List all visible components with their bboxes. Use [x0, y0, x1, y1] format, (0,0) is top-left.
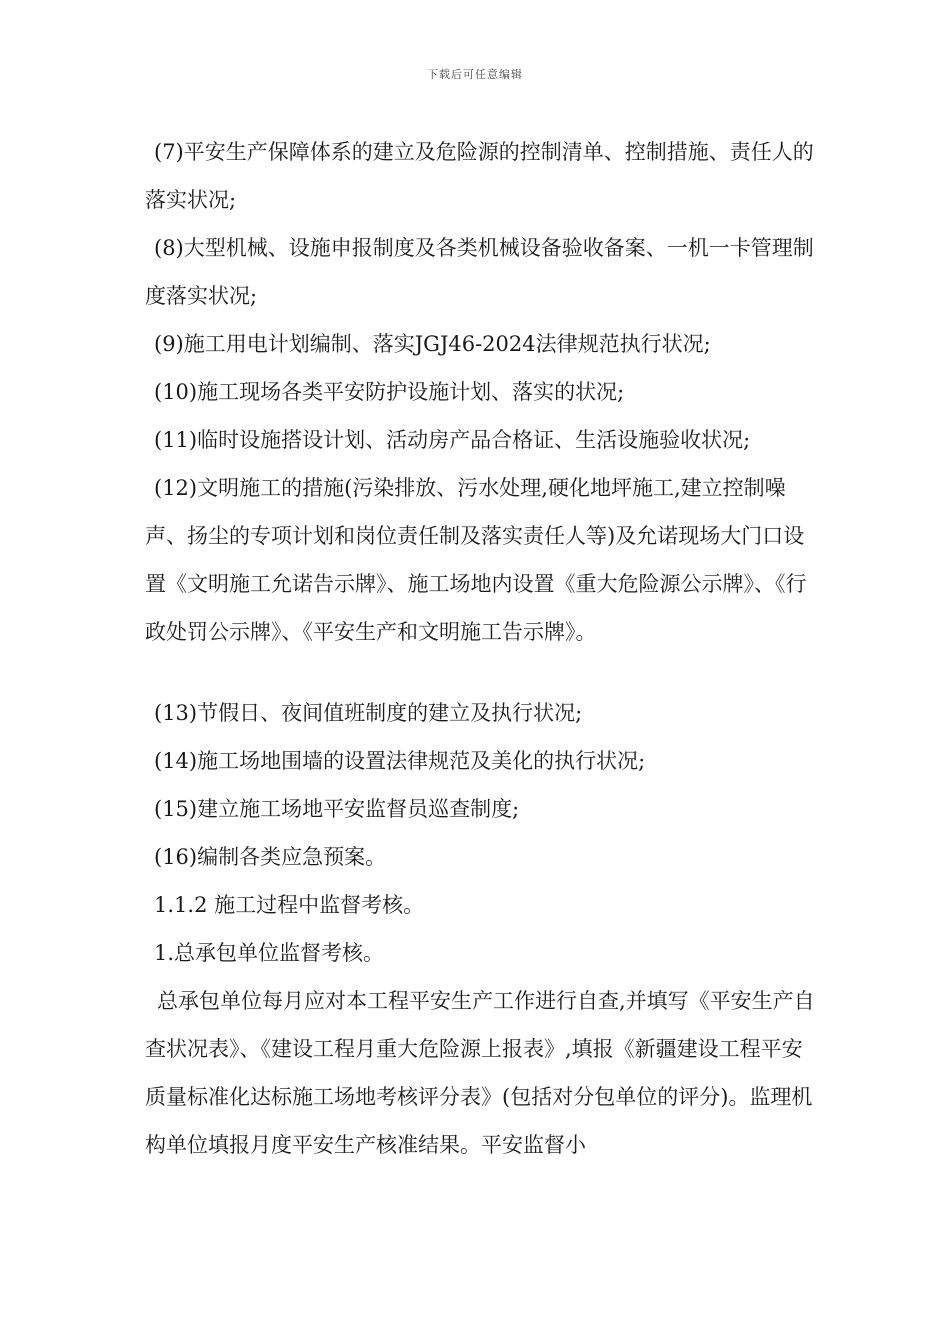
paragraph-item-15: (15)建立施工场地平安监督员巡查制度;	[154, 797, 520, 821]
paragraph-item-12: (12)文明施工的措施(污染排放、污水处理,硬化地坪施工,建立控制噪声、扬尘的专项计划和岗位责任制及落实责任人等)及允诺现场大门口设置《文明施工允诺告示牌》、施工场地内设置《重大危险源公示牌》、《行政处罚公示牌》、《平安生产和文明施工告示牌》。	[145, 476, 807, 644]
subsection-heading-1: 1.总承包单位监督考核。	[154, 941, 385, 965]
paragraph-item-9: (9)施工用电计划编制、落实JGJ46-2024法律规范执行状况;	[154, 332, 711, 356]
paragraph-item-14: (14)施工场地围墙的设置法律规范及美化的执行状况;	[154, 749, 646, 773]
paragraph-item-11: (11)临时设施搭设计划、活动房产品合格证、生活设施验收状况;	[154, 428, 751, 452]
body-paragraph-general-contractor: 总承包单位每月应对本工程平安生产工作进行自查,并填写《平安生产自查状况表》、《建设工程月重大危险源上报表》,填报《新疆建设工程平安质量标准化达标施工场地考核评分表》(包括对分包单位的评分)。监理机构单位填报月度平安生产核准结果。平安监督小	[145, 989, 815, 1157]
paragraph-item-16: (16)编制各类应急预案。	[154, 845, 387, 869]
paragraph-item-8: (8)大型机械、设施申报制度及各类机械设备验收备案、一机一卡管理制度落实状况;	[145, 236, 814, 308]
paragraph-spacer	[145, 656, 815, 689]
section-heading-1-1-2: 1.1.2 施工过程中监督考核。	[154, 893, 425, 917]
document-body	[145, 128, 815, 1169]
paragraph-item-13: (13)节假日、夜间值班制度的建立及执行状况;	[154, 701, 583, 725]
page-header: 下载后可任意编辑	[427, 68, 523, 81]
paragraph-item-7: (7)平安生产保障体系的建立及危险源的控制清单、控制措施、责任人的落实状况;	[145, 140, 814, 212]
paragraph-item-10: (10)施工现场各类平安防护设施计划、落实的状况;	[154, 380, 625, 404]
